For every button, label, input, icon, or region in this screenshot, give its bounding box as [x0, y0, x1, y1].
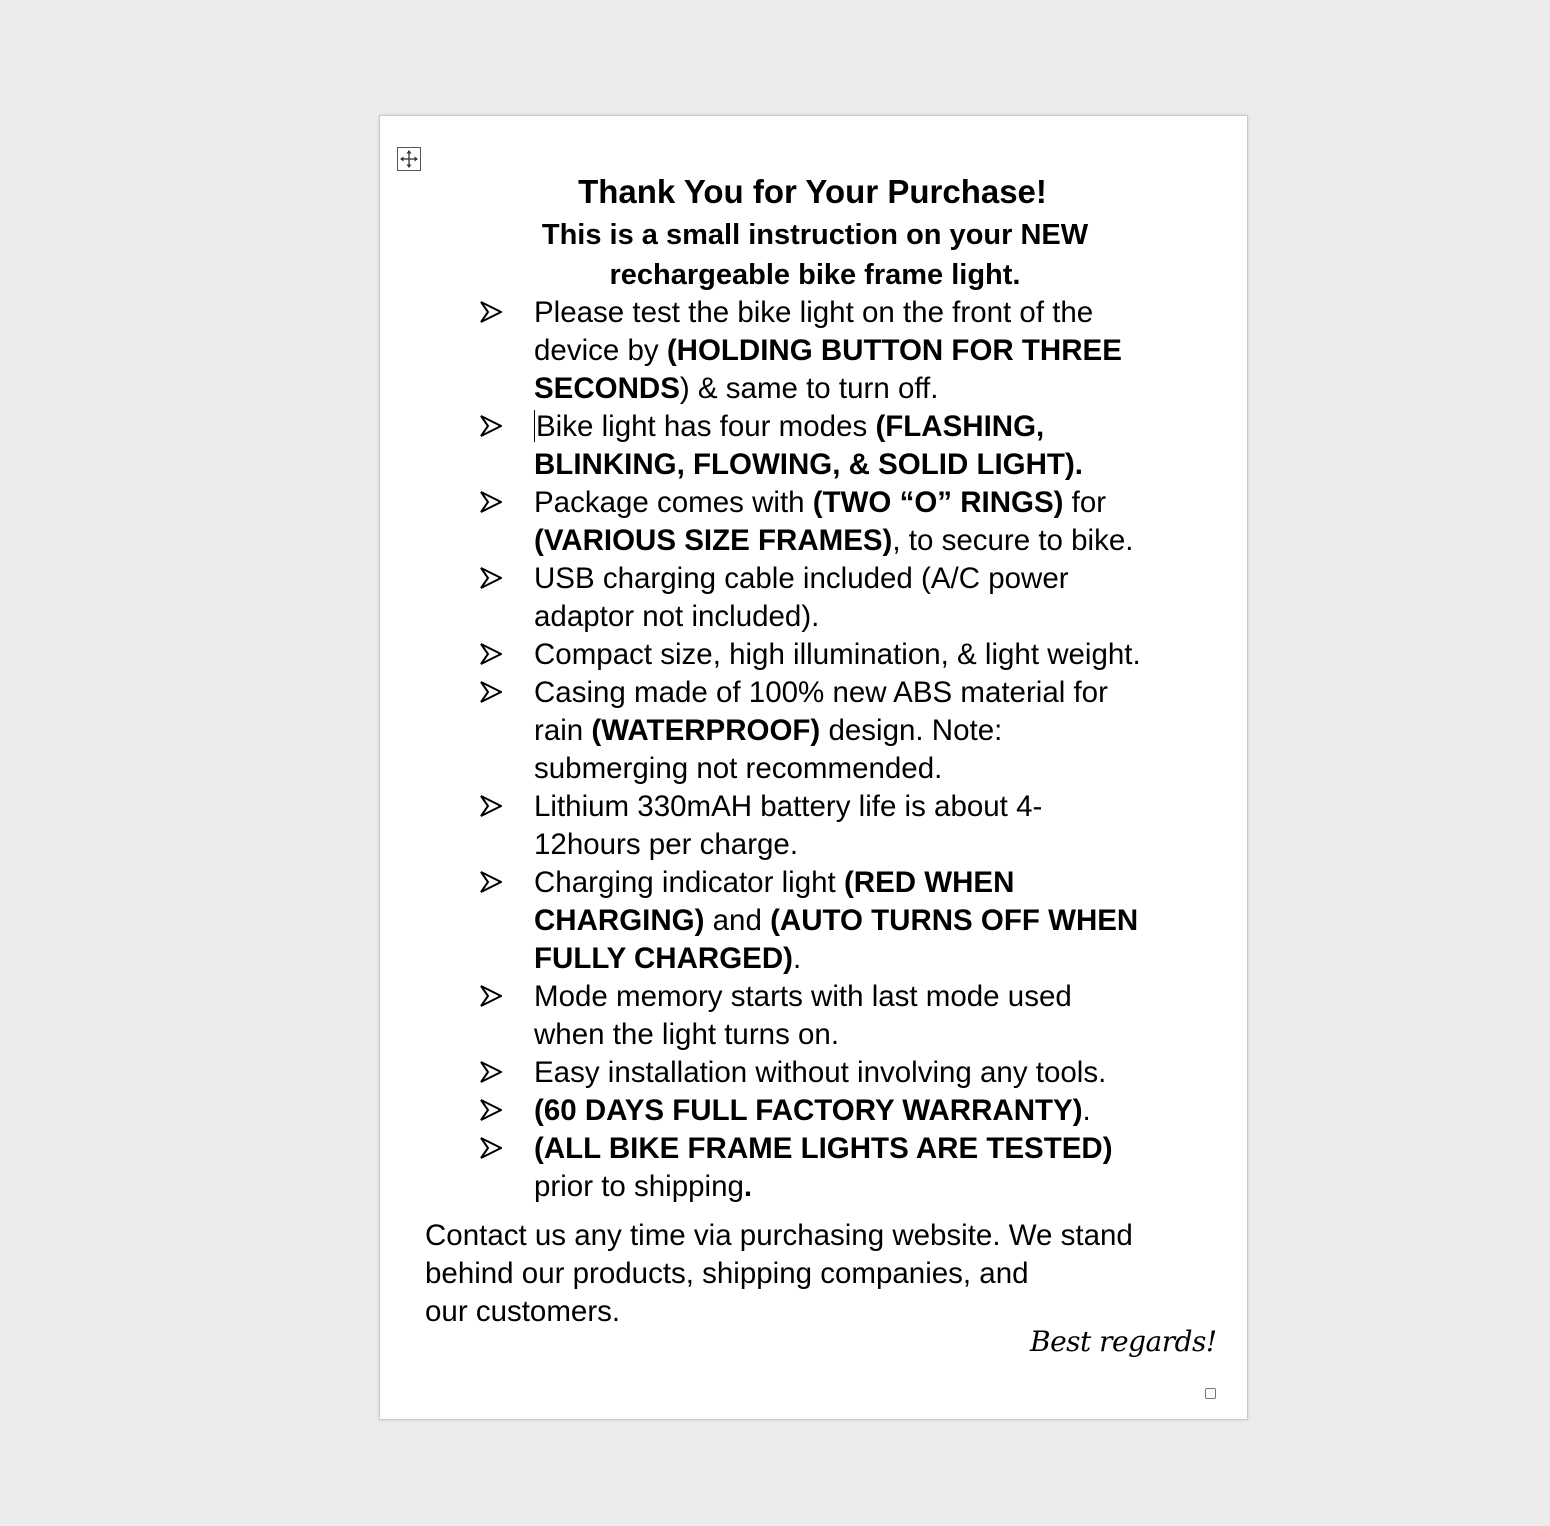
list-item-line	[534, 788, 1220, 826]
text: Lithium 330mAH battery life is about 4-	[534, 790, 1043, 823]
subtitle-line-2: rechargeable bike frame light.	[609, 259, 1021, 291]
arrowhead-bullet-icon	[480, 871, 502, 893]
list-item-line	[534, 446, 1220, 484]
list-item-line	[534, 864, 1220, 902]
bold-text: CHARGING)	[534, 904, 705, 937]
text: .	[1082, 1094, 1091, 1127]
list-item	[480, 1092, 1220, 1130]
text-cursor	[534, 410, 535, 442]
arrowhead-bullet-icon	[480, 301, 502, 323]
list-item	[480, 560, 1220, 636]
arrowhead-bullet-icon	[480, 681, 502, 703]
list-item-line	[534, 1054, 1220, 1092]
list-item-line	[534, 370, 1220, 408]
text: Mode memory starts with last mode used	[534, 980, 1072, 1013]
text: submerging not recommended.	[534, 752, 943, 785]
list-item	[480, 978, 1220, 1054]
text: Package comes with	[534, 486, 813, 519]
list-item-line	[534, 750, 1220, 788]
text: Charging indicator light	[534, 866, 844, 899]
instruction-list	[480, 294, 1220, 1206]
text: ) & same to turn off.	[679, 372, 939, 405]
subtitle-line-1: This is a small instruction on your NEW	[541, 219, 1089, 251]
contact-line-3: our customers.	[425, 1295, 621, 1328]
list-item	[480, 636, 1220, 674]
list-item-line	[534, 522, 1220, 560]
page-title: Thank You for Your Purchase!	[578, 173, 1047, 210]
text: , to secure to bike.	[892, 524, 1134, 557]
document-page[interactable]	[379, 115, 1248, 1420]
arrowhead-bullet-icon	[480, 643, 502, 665]
text: design. Note:	[820, 714, 1003, 747]
text: and	[704, 904, 771, 937]
list-item	[480, 788, 1220, 864]
list-item-line	[534, 826, 1220, 864]
text: for	[1063, 486, 1107, 519]
arrowhead-bullet-icon	[480, 1099, 502, 1121]
list-item	[480, 1130, 1220, 1206]
list-item-line	[534, 978, 1220, 1016]
list-item	[480, 484, 1220, 560]
bold-text: (ALL BIKE FRAME LIGHTS ARE TESTED)	[534, 1132, 1113, 1165]
text: USB charging cable included (A/C power	[534, 562, 1069, 595]
text: adaptor not included).	[534, 600, 820, 633]
text: Casing made of 100% new ABS material for	[534, 676, 1108, 709]
arrowhead-bullet-icon	[480, 1061, 502, 1083]
bold-text: BLINKING, FLOWING, & SOLID LIGHT).	[534, 448, 1083, 481]
bold-text: (WATERPROOF)	[591, 714, 821, 747]
bold-text: (HOLDING BUTTON FOR THREE	[666, 334, 1122, 367]
text: Compact size, high illumination, & light weight.	[534, 638, 1141, 671]
bold-text: (60 DAYS FULL FACTORY WARRANTY)	[534, 1094, 1083, 1127]
list-item-line	[534, 1092, 1220, 1130]
list-item-line	[534, 1130, 1220, 1168]
closing-signature: Best regards!	[1030, 1325, 1217, 1358]
contact-line-1: Contact us any time via purchasing website. We stand	[425, 1219, 1133, 1252]
text: .	[792, 942, 802, 975]
text: device by	[534, 334, 667, 367]
text: Easy installation without involving any tools.	[534, 1056, 1107, 1089]
arrowhead-bullet-icon	[480, 567, 502, 589]
arrowhead-bullet-icon	[480, 985, 502, 1007]
list-item-line	[534, 560, 1220, 598]
table-move-handle-icon[interactable]	[397, 147, 421, 171]
list-item-line	[534, 294, 1220, 332]
list-item-line	[534, 408, 1220, 446]
contact-paragraph	[425, 1217, 1225, 1331]
text: when the light turns on.	[534, 1018, 840, 1051]
bold-text: (RED WHEN	[843, 866, 1015, 899]
list-item-line	[534, 332, 1220, 370]
arrowhead-bullet-icon	[480, 491, 502, 513]
contact-line-2: behind our products, shipping companies, and	[425, 1257, 1029, 1290]
list-item-line	[534, 484, 1220, 522]
bold-text: (TWO “O” RINGS)	[812, 486, 1064, 519]
list-item-line	[534, 712, 1220, 750]
text: Bike light has four modes	[536, 410, 876, 443]
text: rain	[534, 714, 592, 747]
list-item	[480, 674, 1220, 788]
resize-handle-icon[interactable]	[1205, 1388, 1216, 1399]
page-subtitle	[480, 215, 1150, 295]
list-item	[480, 864, 1220, 978]
bold-text: .	[743, 1170, 753, 1203]
list-item-line	[534, 902, 1220, 940]
list-item	[480, 408, 1220, 484]
text: 12hours per charge.	[534, 828, 799, 861]
arrowhead-bullet-icon	[480, 415, 502, 437]
list-item-line	[534, 1168, 1220, 1206]
text: prior to shipping	[534, 1170, 744, 1203]
bold-text: SECONDS	[534, 372, 680, 405]
text: Please test the bike light on the front of the	[534, 296, 1094, 329]
list-item	[480, 294, 1220, 408]
list-item-line	[534, 598, 1220, 636]
bold-text: (VARIOUS SIZE FRAMES)	[534, 524, 893, 557]
list-item-line	[534, 674, 1220, 712]
list-item-line	[534, 1016, 1220, 1054]
list-item	[480, 1054, 1220, 1092]
arrowhead-bullet-icon	[480, 795, 502, 817]
bold-text: FULLY CHARGED)	[534, 942, 793, 975]
arrowhead-bullet-icon	[480, 1137, 502, 1159]
bold-text: (AUTO TURNS OFF WHEN	[770, 904, 1139, 937]
bold-text: (FLASHING,	[875, 410, 1045, 443]
list-item-line	[534, 636, 1220, 674]
list-item-line	[534, 940, 1220, 978]
